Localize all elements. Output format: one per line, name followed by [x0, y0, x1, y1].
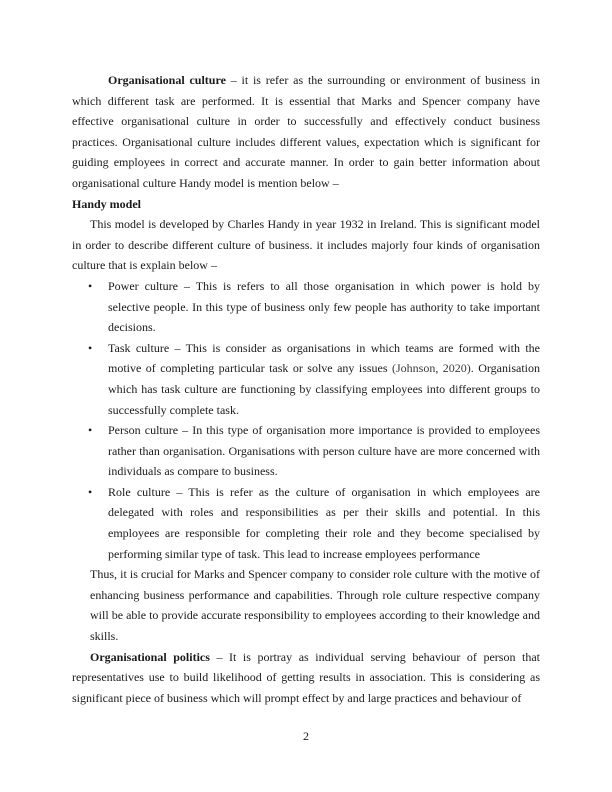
bullet-icon: •	[88, 278, 93, 293]
list-item-text: Role culture – This is refer as the culture of organisation in which employees are delegated with roles and responsibilities as per their skills and potential. In this employees are responsible for completing their role and they become specialised by performing similar type of task. This lead to increase employees performance	[108, 484, 540, 561]
list-item-text: Power culture – This is refers to all those organisation in which power is hold by selective people. In this type of business only few people has authority to take important decisions.	[108, 278, 540, 335]
bullet-icon: •	[88, 423, 93, 438]
list-item-text: Person culture – In this type of organisation more importance is provided to employees rather than organisation. Organisations with person culture have are more concerned with individuals as compare to business.	[108, 423, 540, 479]
intro-text: – it is refer as the surrounding or environment of business in which different task are performed. It is essential that Marks and Spencer company have effective organisational culture in order to successfully and effectively conduct business practices. Organisational culture includes different values, expectation which is significant for guiding employees in correct and accurate manner. In order to gain better information about organisational culture Handy model is mention below –	[72, 73, 540, 190]
handy-model-heading: Handy model	[72, 196, 142, 211]
task-culture-text-end: . Organisation which has task culture are functioning by classifying employees into different groups to successfully complete task.	[108, 361, 540, 417]
task-culture-text-start: Task culture – This is consider as organisations in which teams are formed with the motive of completing particular task or solve any issues	[108, 340, 540, 376]
list-item-text	[108, 338, 540, 420]
list-item-person-culture	[72, 420, 540, 482]
handy-model-paragraph: This model is developed by Charles Handy in year 1932 in Ireland. This is significant model in order to describe different culture of business. it includes majorly four kinds of organisation culture that is explain below –	[72, 217, 540, 273]
list-item-task-culture	[72, 338, 540, 420]
politics-text: – It is portray as individual serving behaviour of person that representatives use to build likelihood of getting results in association. This is considering as significant piece of business which will prompt effect by and large practices and behaviour of	[72, 649, 541, 705]
politics-paragraph	[72, 647, 540, 709]
organisational-culture-term: Organisational culture	[108, 73, 226, 87]
page-number: 2	[303, 729, 309, 743]
citation: (Johnson, 2020)	[391, 361, 471, 376]
list-item-power-culture	[72, 276, 540, 338]
culture-types-list	[72, 276, 540, 564]
bullet-icon: •	[88, 484, 93, 499]
intro-paragraph	[72, 70, 540, 194]
bullet-icon: •	[88, 340, 93, 355]
page-body	[72, 70, 540, 708]
conclusion-paragraph: Thus, it is crucial for Marks and Spencer company to consider role culture with the motive of enhancing business performance and capabilities. Through role culture respective company will be able to provide accurate responsibility to employees according to their knowledge and skills.	[90, 567, 540, 644]
organisational-politics-term: Organisational politics	[90, 649, 210, 664]
list-item-role-culture	[72, 482, 540, 564]
